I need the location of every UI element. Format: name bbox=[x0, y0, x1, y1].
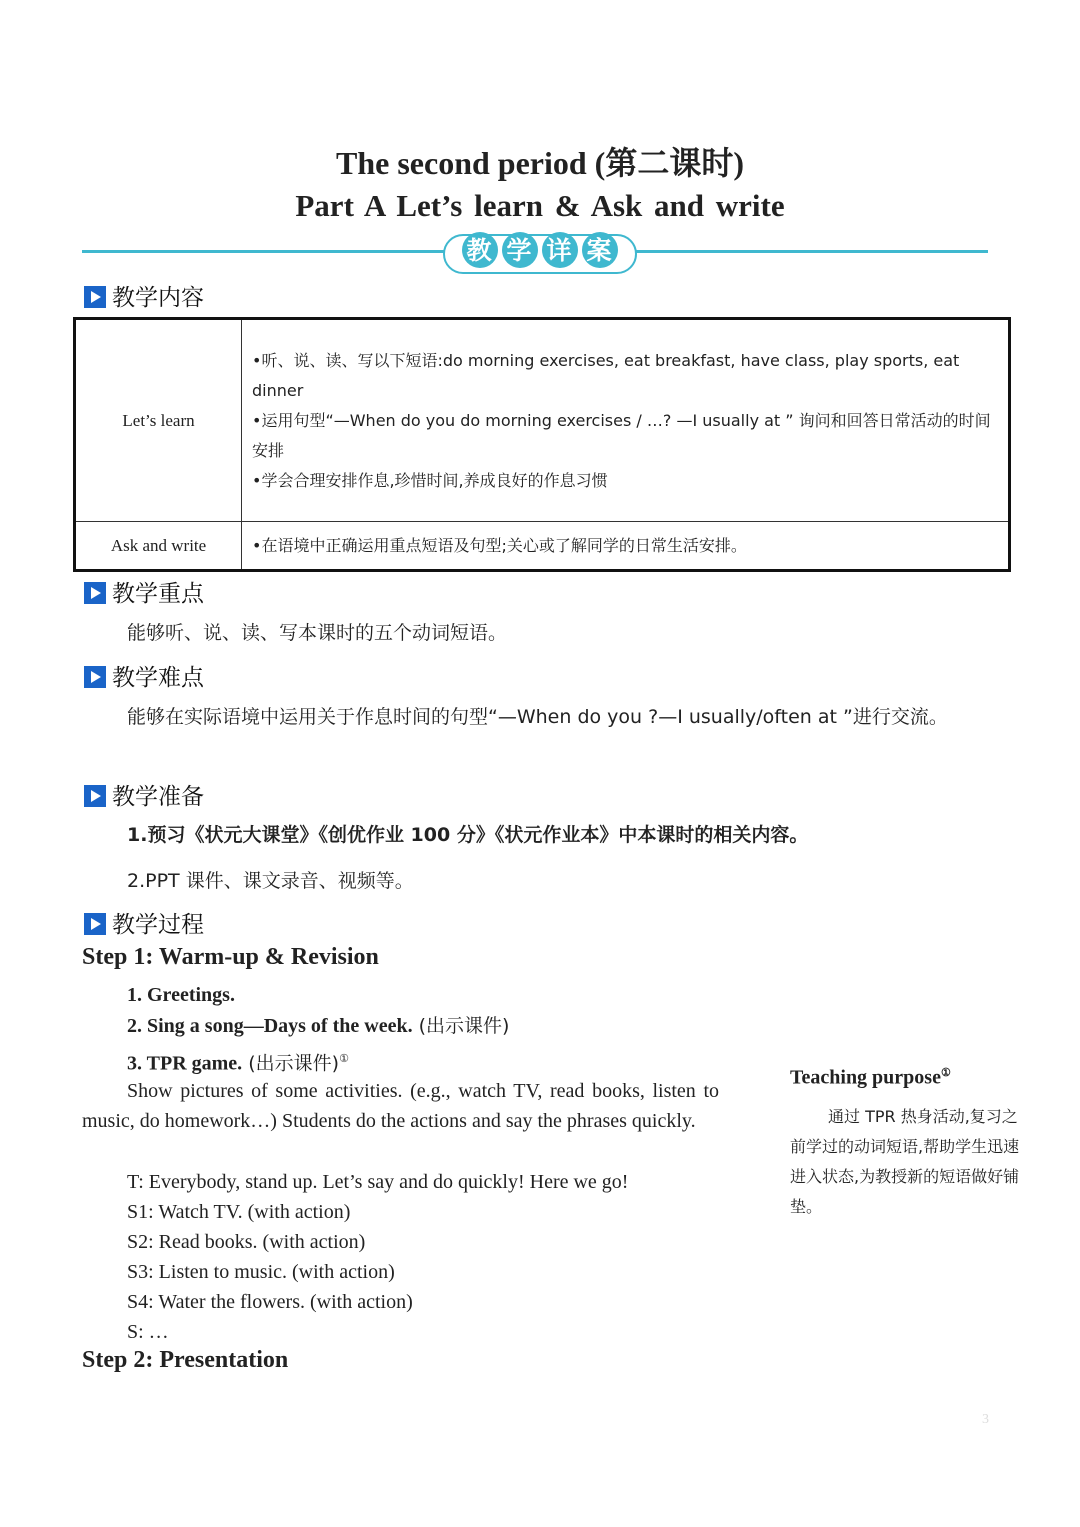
dialogue-line: S: … bbox=[127, 1321, 169, 1343]
footnote-marker: ① bbox=[339, 1053, 349, 1065]
step-title: Step 1: Warm-up & Revision bbox=[82, 944, 379, 970]
bullet-item: •运用句型“—When do you do morning exercises / …? —I usually at ” 询问和回答日常活动的时间安排 bbox=[252, 410, 991, 460]
play-triangle-icon bbox=[84, 785, 106, 807]
section-heading-content: 教学内容 bbox=[84, 279, 204, 312]
prep-item: 2.PPT 课件、课文录音、视频等。 bbox=[127, 870, 414, 892]
teaching-purpose-body: 通过 TPR 热身活动,复习之前学过的动词短语,帮助学生迅速进入状态,为教授新的短语做好铺垫。 bbox=[790, 1107, 1020, 1216]
page-number: 3 bbox=[982, 1412, 989, 1427]
key-point-text: 能够听、说、读、写本课时的五个动词短语。 bbox=[127, 622, 508, 644]
bullet-item: •在语境中正确运用重点短语及句型;关心或了解同学的日常生活安排。 bbox=[252, 535, 747, 555]
play-triangle-icon bbox=[84, 286, 106, 308]
step-item: 2. Sing a song—Days of the week. (出示课件) bbox=[127, 1015, 510, 1037]
dialogue-line: S4: Water the flowers. (with action) bbox=[127, 1291, 413, 1313]
content-table bbox=[73, 317, 1011, 572]
row-label: Ask and write bbox=[75, 522, 242, 571]
step-title: Step 2: Presentation bbox=[82, 1347, 289, 1373]
step-item: 3. TPR game. (出示课件)① bbox=[127, 1052, 349, 1075]
row-description bbox=[242, 319, 1010, 522]
banner-char: 学 bbox=[502, 232, 538, 268]
dialogue-line: T: Everybody, stand up. Let’s say and do quickly! Here we go! bbox=[127, 1171, 629, 1193]
section-heading-process: 教学过程 bbox=[84, 906, 204, 939]
row-label: Let’s learn bbox=[75, 319, 242, 522]
section-heading-difficult: 教学难点 bbox=[84, 659, 204, 692]
play-triangle-icon bbox=[84, 582, 106, 604]
banner-char: 教 bbox=[462, 232, 498, 268]
banner-label bbox=[443, 232, 637, 268]
bullet-item: •学会合理安排作息,珍惜时间,养成良好的作息习惯 bbox=[252, 470, 608, 490]
dialogue-line: S1: Watch TV. (with action) bbox=[127, 1201, 351, 1223]
play-triangle-icon bbox=[84, 666, 106, 688]
section-heading-prep: 教学准备 bbox=[84, 778, 204, 811]
activity-paragraph: Show pictures of some activities. (e.g., watch TV, read books, listen to music, do homework…) Students do the actions and say the phrases quickly. bbox=[82, 1080, 719, 1132]
dialogue-line: S3: Listen to music. (with action) bbox=[127, 1261, 395, 1283]
banner-char: 详 bbox=[542, 232, 578, 268]
teaching-purpose-title: Teaching purpose① bbox=[790, 1066, 951, 1089]
page-subtitle: Part A Let’s learn & Ask and write bbox=[295, 188, 785, 223]
play-triangle-icon bbox=[84, 913, 106, 935]
page-title: The second period (第二课时) bbox=[335, 145, 744, 181]
dialogue-line: S2: Read books. (with action) bbox=[127, 1231, 366, 1253]
row-description bbox=[242, 522, 1010, 571]
banner-char: 案 bbox=[582, 232, 618, 268]
section-heading-key: 教学重点 bbox=[84, 575, 204, 608]
bullet-item: •听、说、读、写以下短语:do morning exercises, eat breakfast, have class, play sports, eat dinner bbox=[252, 350, 960, 400]
table-row bbox=[75, 319, 1010, 522]
prep-item: 1.预习《状元大课堂》《创优作业 100 分》《状元作业本》中本课时的相关内容。 bbox=[127, 824, 809, 846]
difficult-point-text: 能够在实际语境中运用关于作息时间的句型“—When do you ?—I usually/often at ”进行交流。 bbox=[127, 706, 948, 728]
footnote-marker: ① bbox=[940, 1067, 951, 1079]
step-item: 1. Greetings. bbox=[127, 984, 235, 1006]
table-row bbox=[75, 522, 1010, 571]
